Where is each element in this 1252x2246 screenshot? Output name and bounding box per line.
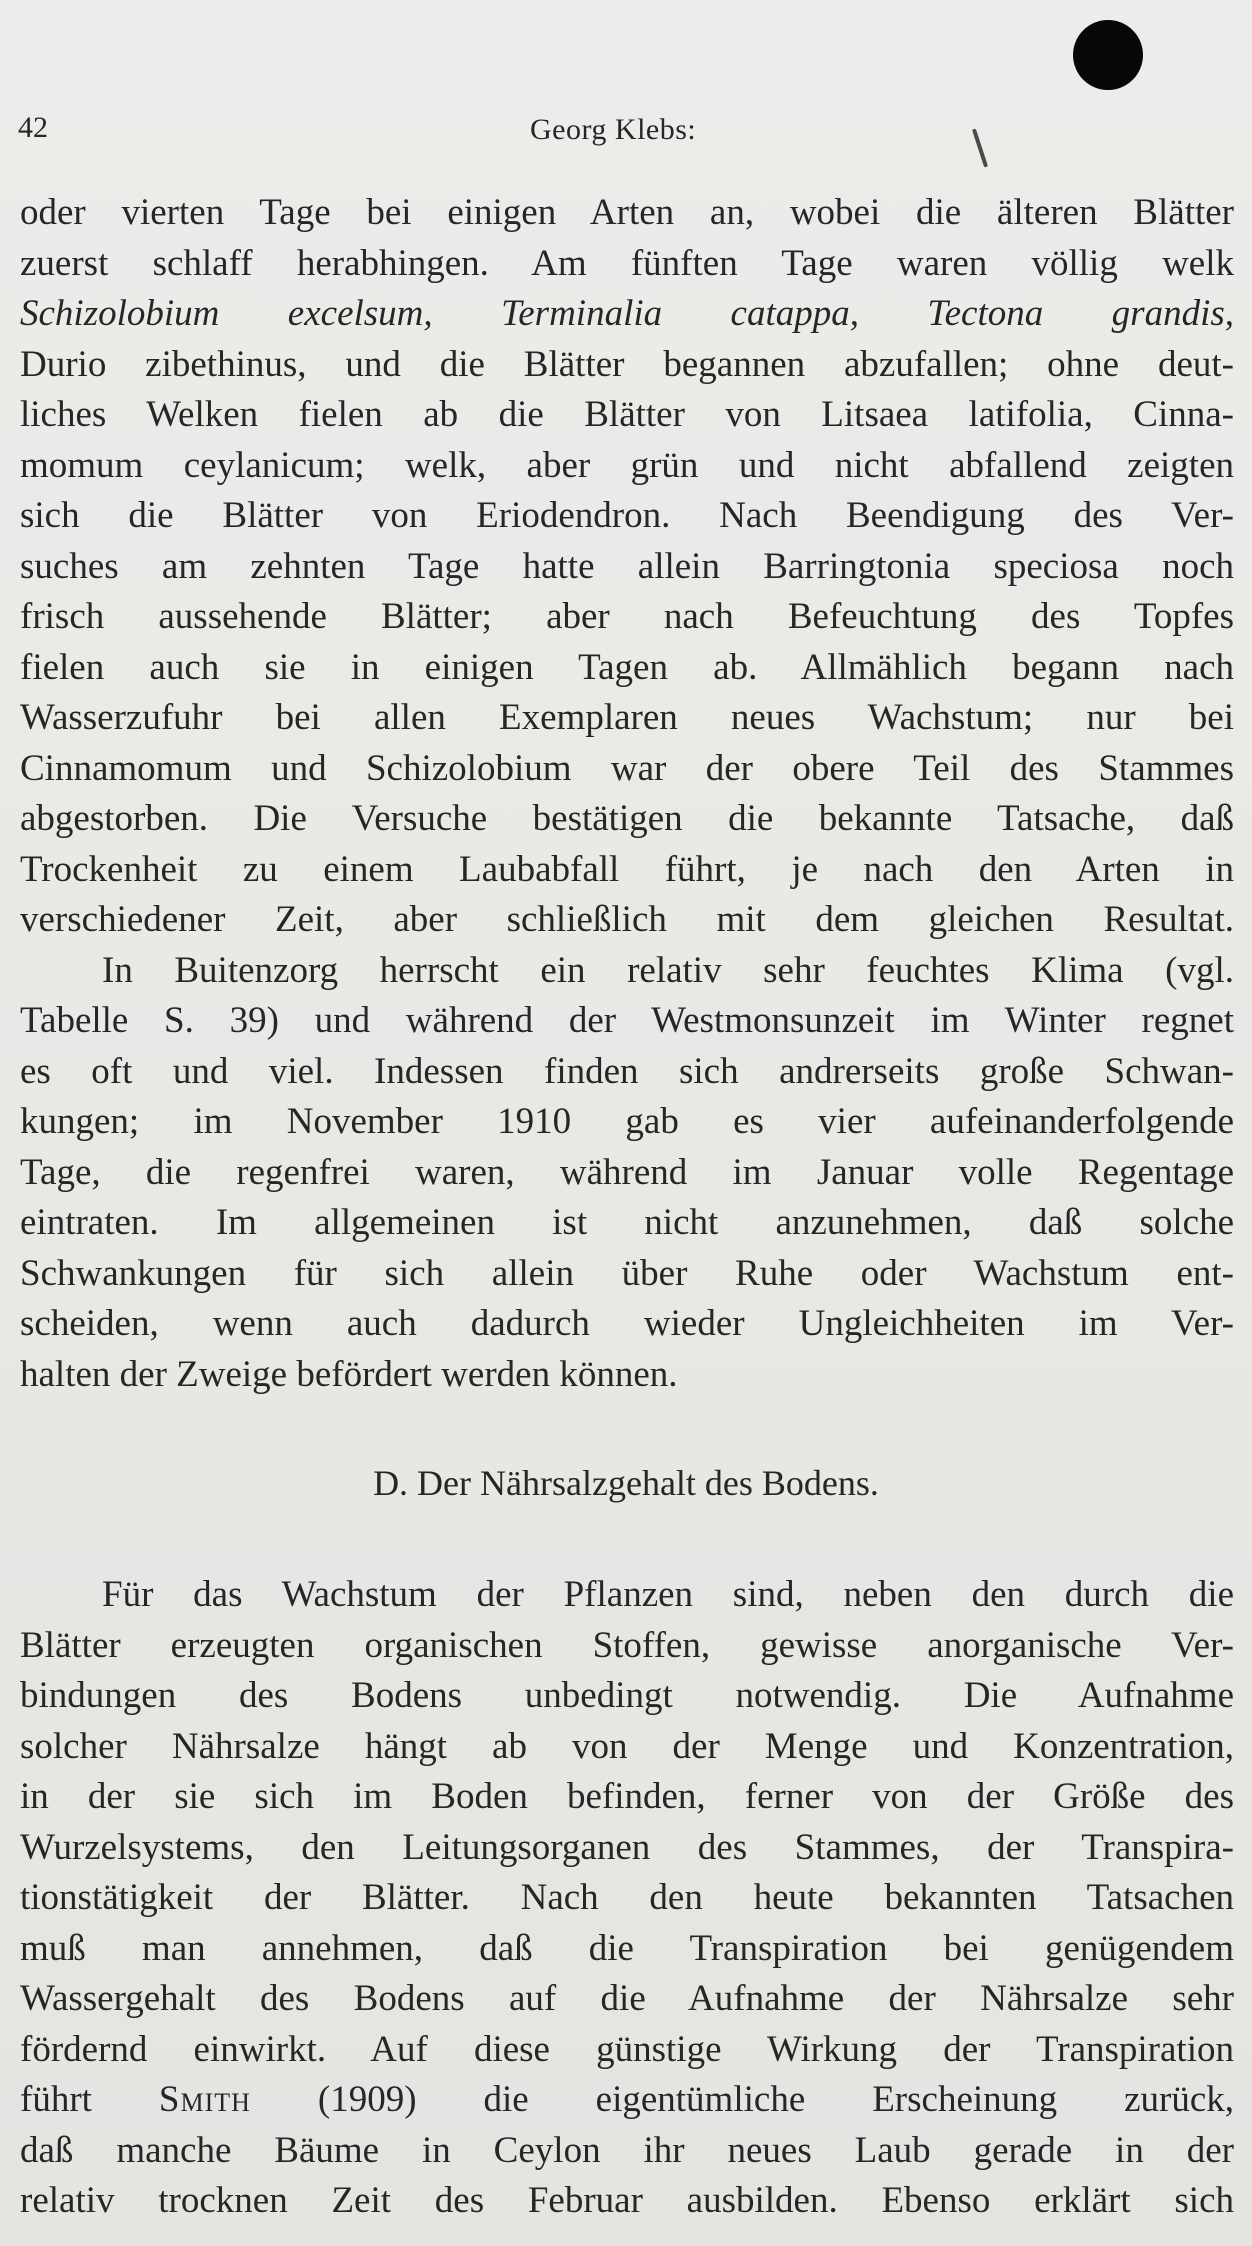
text-line: Cinnamomum und Schizolobium war der obere Teil des Stammes (20, 747, 1234, 789)
text-line: liches Welken fielen ab die Blätter von Litsaea latifolia, Cinna- (20, 394, 1234, 435)
section-heading (0, 1463, 1252, 1548)
author-name: Smith (158, 2079, 251, 2120)
text-line: verschiedener Zeit, aber schließlich mit dem gleichen Resultat. (20, 899, 1234, 940)
text-line: Tage, die regenfrei waren, während im Januar volle Regentage (20, 1151, 1234, 1193)
text-line: Blätter erzeugten organischen Stoffen, gewisse anorganische Ver- (20, 1624, 1234, 1666)
text-line: frisch aussehende Blätter; aber nach Befeuchtung des Topfes (20, 596, 1234, 637)
pencil-mark (972, 128, 988, 167)
text-line: Wurzelsystems, den Leitungsorganen des Stammes, der Transpira- (20, 1826, 1234, 1868)
text-line: halten der Zweige befördert werden können. (20, 1353, 678, 1395)
text-line: muß man annehmen, daß die Transpiration bei genügendem (20, 1927, 1234, 1969)
text-line: sich die Blätter von Eriodendron. Nach Beendigung des Ver- (20, 495, 1234, 536)
text-line: eintraten. Im allgemeinen ist nicht anzunehmen, daß solche (20, 1202, 1234, 1243)
text-line: relativ trocknen Zeit des Februar ausbilden. Ebenso erklärt sich (20, 2180, 1234, 2221)
text-line: Wassergehalt des Bodens auf die Aufnahme der Nährsalze sehr (20, 1978, 1234, 2019)
text-line: zuerst schlaff herabhingen. Am fünften Tage waren völlig welk (20, 242, 1234, 284)
text-line: fördernd einwirkt. Auf diese günstige Wirkung der Transpiration (20, 2028, 1234, 2070)
text-line (20, 2075, 1234, 2126)
text-line: bindungen des Bodens unbedingt notwendig. Die Aufnahme (20, 1675, 1234, 1716)
body-text-bottom (20, 1570, 1234, 2227)
text-line: fielen auch sie in einigen Tagen ab. Allmählich begann nach (20, 646, 1234, 688)
text-line: momum ceylanicum; welk, aber grün und nicht abfallend zeigten (20, 444, 1234, 486)
text-line: oder vierten Tage bei einigen Arten an, wobei die älteren Blätter (20, 192, 1234, 233)
text-line: In Buitenzorg herrscht ein relativ sehr feuchtes Klima (vgl. (102, 949, 1234, 991)
text-line: Trockenheit zu einem Laubabfall führt, je nach den Arten in (20, 848, 1234, 890)
page-number: 42 (18, 111, 48, 144)
section-heading-text: D. Der Nährsalzgehalt des Bodens. (373, 1463, 879, 1503)
text-line: Wasserzufuhr bei allen Exemplaren neues Wachstum; nur bei (20, 697, 1234, 738)
text-fragment: führt (20, 2079, 92, 2120)
text-line: daß manche Bäume in Ceylon ihr neues Laub gerade in der (20, 2129, 1234, 2171)
text-line: solcher Nährsalze hängt ab von der Menge und Konzentration, (20, 1725, 1234, 1767)
text-line: abgestorben. Die Versuche bestätigen die bekannte Tatsache, daß (20, 798, 1234, 839)
text-line: Schwankungen für sich allein über Ruhe oder Wachstum ent- (20, 1252, 1234, 1294)
text-line: Schizolobium excelsum, Terminalia catappa, Tectona grandis, (20, 293, 1234, 334)
text-line: Tabelle S. 39) und während der Westmonsunzeit im Winter regnet (20, 1000, 1234, 1041)
text-line: es oft und viel. Indessen finden sich andrerseits große Schwan- (20, 1050, 1234, 1092)
text-line: suches am zehnten Tage hatte allein Barringtonia speciosa noch (20, 545, 1234, 587)
text-line: Durio zibethinus, und die Blätter begannen abzufallen; ohne deut- (20, 343, 1234, 385)
body-text-top (20, 188, 1234, 1400)
punch-hole (1073, 20, 1143, 90)
running-head: Georg Klebs: (530, 113, 697, 146)
text-line: in der sie sich im Boden befinden, ferner von der Größe des (20, 1776, 1234, 1817)
text-line: Für das Wachstum der Pflanzen sind, neben den durch die (102, 1574, 1234, 1615)
text-line: tionstätigkeit der Blätter. Nach den heute bekannten Tatsachen (20, 1877, 1234, 1918)
text-line: kungen; im November 1910 gab es vier aufeinanderfolgende (20, 1101, 1234, 1142)
text-line: scheiden, wenn auch dadurch wieder Ungleichheiten im Ver- (20, 1303, 1234, 1344)
text-fragment: (1909) die eigentümliche Erscheinung zurück, (317, 2079, 1235, 2120)
